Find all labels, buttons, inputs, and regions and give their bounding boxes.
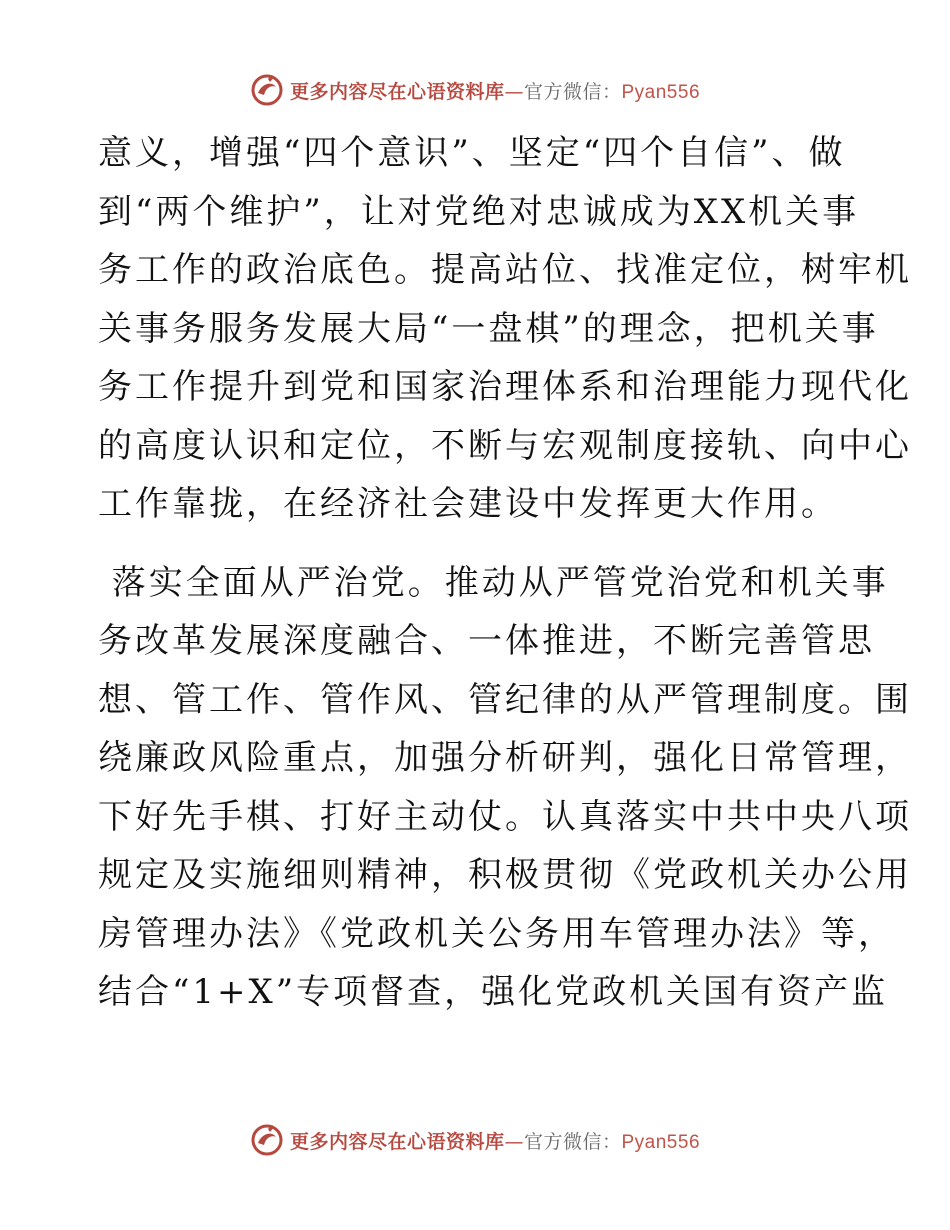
text-line: 意义，增强“四个意识”、坚定“四个自信”、做 xyxy=(98,133,846,173)
text-line: 到“两个维护”，让对党绝对忠诚成为XX机关事 xyxy=(98,191,860,232)
text-line: 务工作的政治底色。提高站位、找准定位，树牢机 xyxy=(98,250,912,290)
banner-wechat-id: Pyan556 xyxy=(621,81,701,103)
banner-main-text: 更多内容尽在心语资料库 xyxy=(289,1130,505,1153)
red-seal-logo-icon xyxy=(250,73,284,107)
header-banner xyxy=(0,70,950,110)
banner-wechat-label: 官方微信： xyxy=(523,1130,622,1153)
banner-wechat-id: Pyan556 xyxy=(621,1131,701,1153)
text-line: 落实全面从严治党。推动从严管党治党和机关事 xyxy=(98,562,889,603)
text-line: 绕廉政风险重点，加强分析研判，强化日常管理， xyxy=(98,738,912,778)
text-line: 规定及实施细则精神，积极贯彻《党政机关办公用 xyxy=(98,855,912,895)
text-line: 务工作提升到党和国家治理体系和治理能力现代化 xyxy=(98,367,912,407)
document-body xyxy=(98,124,912,1022)
paragraph-1 xyxy=(98,124,912,534)
text-line: 关事务服务发展大局“一盘棋”的理念，把机关事 xyxy=(98,308,879,349)
text-line: 工作靠拢，在经济社会建设中发挥更大作用。 xyxy=(98,484,838,524)
red-seal-logo-icon xyxy=(250,1123,284,1157)
text-line: 结合“1+X”专项督查，强化党政机关国有资产监 xyxy=(98,972,889,1012)
banner-text xyxy=(290,77,700,104)
paragraph-2 xyxy=(98,554,912,1022)
banner-main-text: 更多内容尽在心语资料库 xyxy=(289,80,505,103)
banner-wechat-label: 官方微信： xyxy=(523,80,622,103)
banner-text xyxy=(290,1127,700,1154)
footer-banner xyxy=(0,1120,950,1160)
text-line: 务改革发展深度融合、一体推进，不断完善管思 xyxy=(98,621,875,661)
text-line: 房管理办法》《党政机关公务用车管理办法》等， xyxy=(98,913,895,954)
banner-dash: — xyxy=(504,1130,524,1153)
banner-dash: — xyxy=(504,80,524,103)
text-line: 的高度认识和定位，不断与宏观制度接轨、向中心 xyxy=(98,425,912,466)
text-line: 下好先手棋、打好主动仗。认真落实中共中央八项 xyxy=(98,796,912,837)
text-line: 想、管工作、管作风、管纪律的从严管理制度。围 xyxy=(98,679,912,720)
